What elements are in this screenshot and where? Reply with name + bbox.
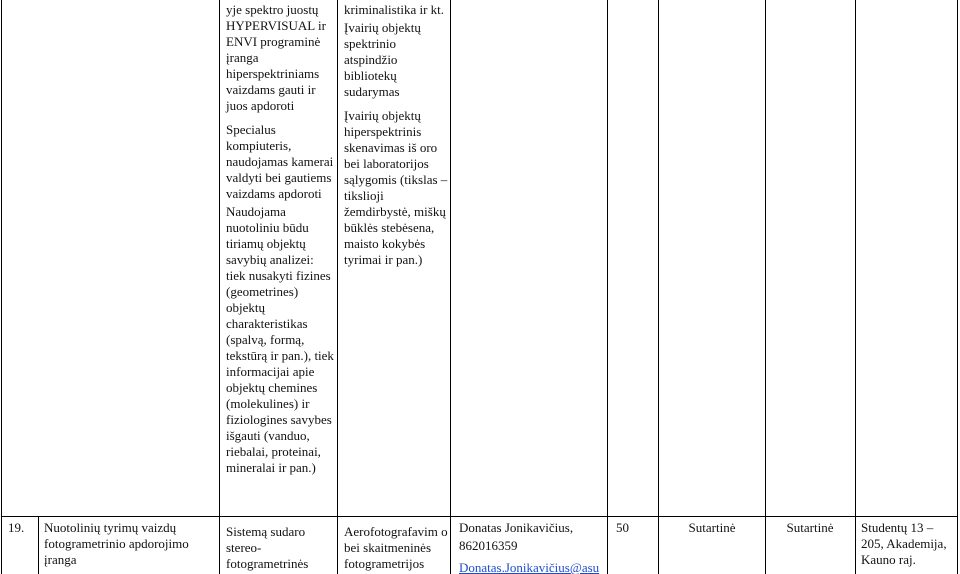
row-number: 19.: [8, 520, 25, 535]
column-divider-8: [855, 0, 856, 574]
application-top-text: kriminalistika ir kt.: [344, 2, 445, 17]
row-divider-19: [1, 516, 958, 517]
column-divider-4: [450, 0, 451, 574]
table-border-right: [957, 0, 958, 574]
description-cell-row19: Sistemą sudaro stereo-fotogrametrinės: [226, 524, 309, 571]
description-cell-upper: [226, 2, 336, 476]
description-paragraph-2: Specialus kompiuteris, naudojamas kamerai valdyti bei gautiems vaizdams apdoroti: [226, 122, 334, 201]
column-divider-1: [38, 516, 39, 574]
column-divider-2: [219, 0, 220, 574]
application-cell-row19: Aerofotografavim o bei skaitmeninės fotogrametrijos: [344, 524, 448, 571]
count-cell: 50: [616, 520, 629, 535]
description-top-text: yje spektro juostų HYPERVISUAL ir ENVI programinė įranga hiperspektriniams vaizdams gauti ir juos apdoroti: [226, 2, 326, 113]
condition-cell-1: Sutartinė: [688, 520, 736, 535]
equipment-name: Nuotolinių tyrimų vaizdų fotogrametrinio apdorojimo įranga: [44, 520, 189, 567]
contact-phone: 862016359: [459, 538, 518, 553]
condition-cell-2: Sutartinė: [786, 520, 834, 535]
column-divider-3: [337, 0, 338, 574]
contact-name: Donatas Jonikavičius,: [459, 520, 574, 535]
application-paragraph-3: Įvairių objektų hiperspektrinis skenavimas iš oro bei laboratorijos sąlygomis (tikslas – tikslioji žemdirbystė, miškų būklės stebėsena, maisto kokybės tyrimai ir pan.): [344, 108, 448, 267]
location-cell: Studentų 13 – 205, Akademija, Kauno raj.: [861, 520, 947, 567]
column-divider-5: [607, 0, 608, 574]
description-paragraph-3: Naudojama nuotoliniu būdu tiriamų objektų savybių analizei: tiek nusakyti fizines (geometrines) objektų charakteristikas (spalvą, formą, tekstūrą ir pan.), tiek informacijai apie objektų chemines (molekulines) ir fiziologines savybes išgauti (vanduo, riebalai, proteinai, mineralai ir pan.): [226, 204, 334, 475]
application-paragraph-2: Įvairių objektų spektrinio atspindžio bibliotekų sudarymas: [344, 20, 421, 99]
column-divider-7: [765, 0, 766, 574]
application-cell-upper: [344, 2, 448, 268]
contact-email-link[interactable]: Donatas.Jonikavičius@asu: [459, 560, 600, 574]
contact-cell: [459, 520, 607, 574]
table-border-left: [1, 0, 2, 574]
column-divider-6: [658, 0, 659, 574]
